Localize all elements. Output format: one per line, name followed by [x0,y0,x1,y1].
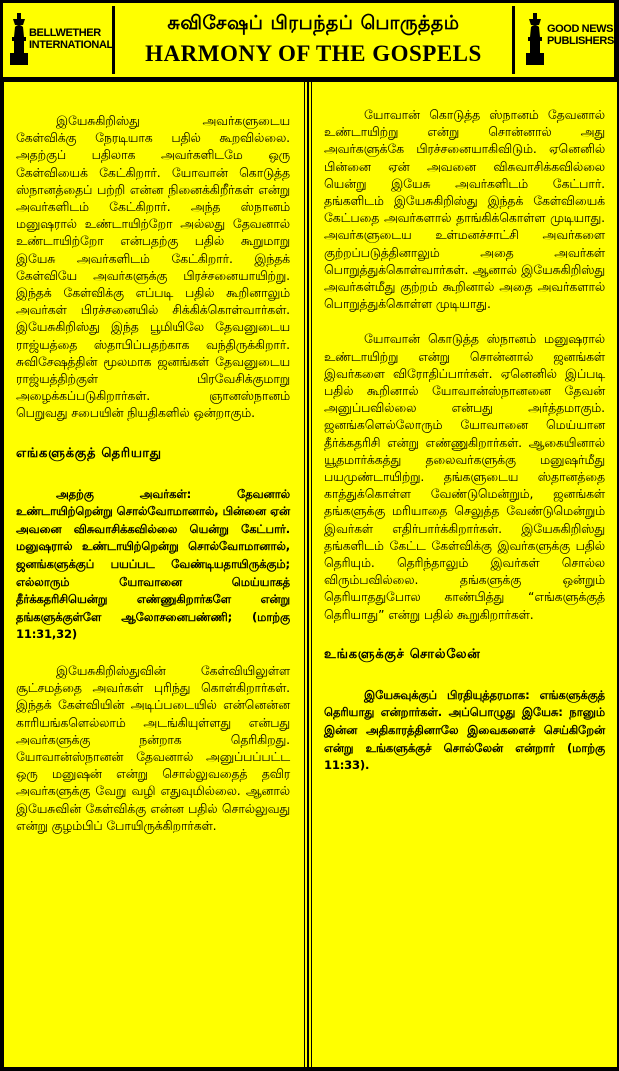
section-heading-we-do-not-know: எங்களுக்குத் தெரியாது [16,445,162,461]
title-box [112,6,515,74]
bell-tower-icon [7,11,31,67]
bellwether-logo [7,9,113,71]
right-paragraph-1: யோவான் கொடுத்த ஸ்நானம் தேவனால் உண்டாயிற்று என்று சொன்னால் அது அவர்களுக்கே பிரச்சனையாகிவிடும். ஏனெனில் பின்னை ஏன் அவனை விசுவாசிக்கவில்லை யென்று இயேசு அவர்களிடம் கேட்பார். தங்களிடம் இயேசுகிறிஸ்து இந்தக் கேள்வியைக் கேட்பதை அவர்களால் தாங்கிக்கொள்ள முடியாது. அவர்களுடைய உள்மனச்சாட்சி அவர்களை குற்றப்படுத்தினாலும் அதை அவர்கள் பொறுத்துக்கொள்வார்கள். ஆனால் இயேசுகிறிஸ்து அவர்கள்மீது குற்றம் கூறினால் அதை அவர்களால் பொறுத்துக்கொள்ள முடியாது. [324,107,605,312]
bell-tower-icon [523,11,547,67]
scripture-quote-mark-11-31: அதற்கு அவர்கள்: தேவனால் உண்டாயிற்றென்று சொல்வோமானால், பின்னை ஏன் அவனை விசுவாசிக்கவில்லை யென்று கேட்பார். மனுஷரால் உண்டாயிற்றென்று சொல்வோமானால், ஜனங்களுக்குப் பயப்பட வேண்டியதாயிருக்கும்; எல்லாரும் யோவானை மெய்யாகத் தீர்க்கதரிசியென்று எண்ணுகிறார்களே என்று தங்களுக்குள்ளே ஆலோசனைபண்ணி; (மாற்கு 11:31,32) [16,486,290,642]
right-paragraph-2: யோவான் கொடுத்த ஸ்நானம் மனுஷரால் உண்டாயிற்று என்று சொன்னால் ஜனங்கள் இவர்களை விரோதிப்பார்கள். ஏனெனில் இப்படி பதில் கூறினால் யோவான்ஸ்நானனை தேவன் அனுப்பவில்லை என்பது அர்த்தமாகும். ஜனங்களெல்லோரும் யோவானை மெய்யான தீர்க்கதரிசி என்று எண்ணுகிறார்கள். ஆகையினால் யூதமார்க்கத்து தலைவர்களுக்கு மனுஷர்மீது பயமுண்டாயிற்று. தங்களுடைய ஸ்தானத்தை காத்துக்கொள்ள வேண்டுமென்றும், ஜனங்கள் தங்களுக்கு மரியாதை செலுத்த வேண்டுமென்றும் இவர்கள் எதிர்பார்க்கிறார்கள். இயேசுகிறிஸ்து தங்களிடம் கேட்ட கேள்விக்கு இவர்களுக்கு பதில் தெரியும். தெரிந்தாலும் இவர்கள் சொல்ல விரும்பவில்லை. தங்களுக்கு ஒன்றும் தெரியாததுபோல காண்பித்து “எங்களுக்குத் தெரியாது” என்று பதில் கூறுகிறார்கள். [324,331,605,622]
right-column [312,82,617,1067]
logo-left-line1: BELLWETHER [29,27,101,39]
left-column [4,82,304,1067]
good-news-publishers-logo [523,9,619,71]
column-divider [305,82,311,1067]
header-banner [3,3,614,77]
left-paragraph-1: இயேசுகிறிஸ்து அவர்களுடைய கேள்விக்கு நேரடியாக பதில் கூறவில்லை. அதற்குப் பதிலாக அவர்களிடமே ஒரு கேள்வியைக் கேட்கிறார். யோவான் கொடுத்த ஸ்நானத்தைப் பற்றி என்ன நினைக்கிறீர்கள் என்று அவர்களிடம் கேட்கிறார். அந்த ஸ்நானம் மனுஷரால் உண்டாயிற்றோ அல்லது தேவனால் உண்டாயிற்றோ என்பதற்கு பதில் கூறுமாறு இயேசு அவர்களிடம் கேட்கிறார். இந்தக் கேள்வியே அவர்களுக்கு பிரச்சனையாயிற்று. இந்தக் கேள்விக்கு எப்படி பதில் கூறினாலும் அவர்கள் பிரச்சனையில் சிக்கிக்கொள்வார்கள். இயேசுகிறிஸ்து இந்த பூமியிலே தேவனுடைய ராஜ்யத்தை ஸ்தாபிப்பதற்காக வந்திருக்கிறார். சுவிசேஷத்தின் மூலமாக ஜனங்கள் தேவனுடைய ராஜ்யத்திற்குள் பிரவேசிக்குமாறு அழைக்கப்படுகிறார்கள். ஞானஸ்நானம் பெறுவது சபையின் நியதிகளில் ஒன்றாகும். [16,113,290,421]
logo-right-line2: PUBLISHERS [547,35,614,47]
scripture-quote-mark-11-33: இயேசுவுக்குப் பிரதியுத்தரமாக: எங்களுக்குத் தெரியாது என்றார்கள். அப்பொழுது இயேசு: நானும் இன்ன அதிகாரத்தினாலே இவைகளைச் செய்கிறேன் என்று உங்களுக்குச் சொல்லேன் என்றார் (மாற்கு 11:33). [324,687,605,773]
logo-right-line1: GOOD NEWS [547,23,614,35]
title-tamil: சுவிசேஷப் பிரபந்தப் பொருத்தம் [167,12,460,34]
logo-left-line2: INTERNATIONAL [29,39,113,51]
title-english: HARMONY OF THE GOSPELS [145,41,482,66]
section-heading-i-will-not-tell: உங்களுக்குச் சொல்லேன் [324,646,481,662]
left-paragraph-2: இயேசுகிறிஸ்துவின் கேள்வியிலுள்ள சூட்சமத்தை அவர்கள் புரிந்து கொள்கிறார்கள். இந்தக் கேள்வியின் அடிப்படையில் என்னென்ன காரியங்களெல்லாம் அடங்கியுள்ளது என்பது அவர்களுக்கு நன்றாக தெரிகிறது. யோவான்ஸ்நானன் தேவனால் அனுப்பப்பட்ட ஒரு மனுஷன் என்று சொல்லுவதைத் தவிர அவர்களுக்கு வேறு வழி எதுவுமில்லை. ஆனால் இயேசுவின் கேள்விக்கு என்ன பதில் சொல்லுவது என்று குழம்பிப் போயிருக்கிறார்கள். [16,663,290,833]
